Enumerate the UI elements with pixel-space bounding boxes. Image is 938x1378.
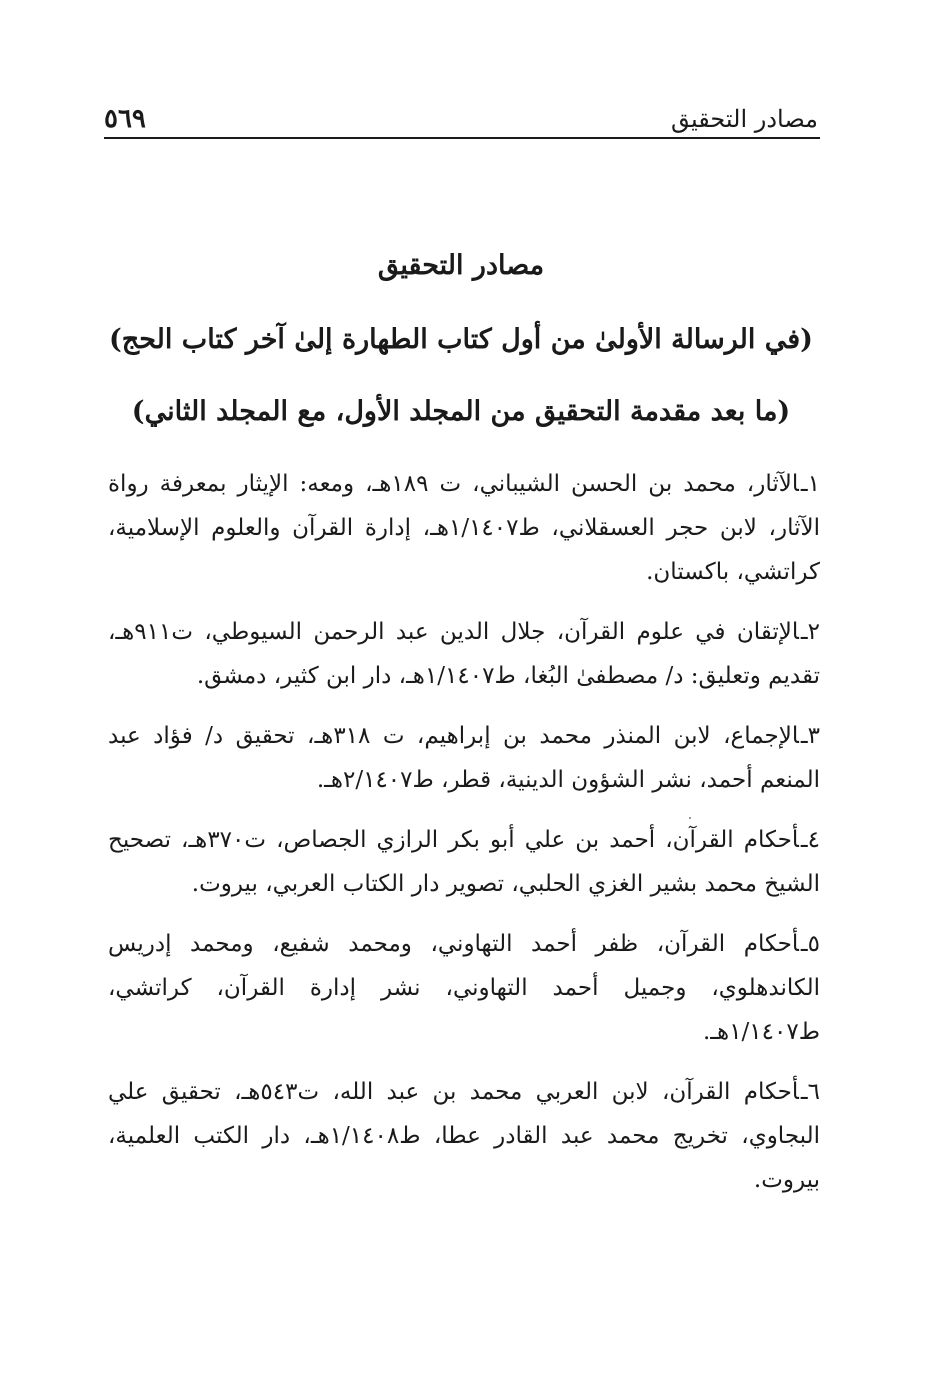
entry-number: ١ـ <box>800 471 820 497</box>
section-title: مصادر التحقيق <box>377 250 545 281</box>
entry-text: الآثار، محمد بن الحسن الشيباني، ت ١٨٩هـ، ومعه: الإيثار بمعرفة رواة الآثار، لابن حجر العسقلاني، ط١/١٤٠٧هـ، إدارة القرآن والعلوم الإسلامية، كراتشي، باكستان. <box>108 471 820 585</box>
entry-text: الإجماع، لابن المنذر محمد بن إبراهيم، ت ٣١٨هـ، تحقيق د/ فؤاد عبد المنعم أحمد، نشر الشؤون الدينية، قطر، ط٢/١٤٠٧هـ. <box>108 723 820 793</box>
entry-text: أحكام القرآن، أحمد بن علي أبو بكر الرازي الجصاص، ت٣٧٠هـ، تصحيح الشيخ محمد بشير الغزي الحلبي، تصوير دار الكتاب العربي، بيروت. <box>108 827 820 897</box>
header-rule <box>104 137 820 139</box>
section-subtitle-2: (ما بعد مقدمة التحقيق من المجلد الأول، مع المجلد الثاني) <box>131 396 791 427</box>
entry-text: الإتقان في علوم القرآن، جلال الدين عبد الرحمن السيوطي، ت٩١١هـ، تقديم وتعليق: د/ مصطفىٰ البُغا، ط١/١٤٠٧هـ، دار ابن كثير، دمشق. <box>108 619 820 689</box>
bibliography-entry <box>108 1070 820 1202</box>
entry-text: أحكام القرآن، ظفر أحمد التهاوني، ومحمد شفيع، ومحمد إدريس الكاندهلوي، وجميل أحمد التهاوني، نشر إدارة القرآن، كراتشي، ط١/١٤٠٧هـ. <box>108 931 820 1045</box>
entry-number: ٥ـ <box>800 931 820 957</box>
entry-number: ٦ـ <box>800 1079 820 1105</box>
bibliography-entry <box>108 922 820 1054</box>
bibliography-entry <box>108 610 820 698</box>
bibliography-entry <box>108 462 820 594</box>
entry-text: أحكام القرآن، لابن العربي محمد بن عبد الله، ت٥٤٣هـ، تحقيق علي البجاوي، تخريج محمد عبد القادر عطا، ط١/١٤٠٨هـ، دار الكتب العلمية، بيروت. <box>108 1079 820 1193</box>
page-number: ٥٦٩ <box>104 104 146 134</box>
bibliography-list <box>108 462 820 1218</box>
entry-number: ٣ـ <box>800 723 820 749</box>
entry-number: ٤ـ <box>800 827 820 853</box>
bibliography-entry <box>108 714 820 802</box>
section-subtitle-1: (في الرسالة الأولىٰ من أول كتاب الطهارة إلىٰ آخر كتاب الحج) <box>109 324 813 355</box>
running-header <box>104 96 818 136</box>
bibliography-entry <box>108 818 820 906</box>
running-title: مصادر التحقيق <box>671 105 818 133</box>
scan-speck <box>689 817 691 819</box>
entry-number: ٢ـ <box>800 619 820 645</box>
